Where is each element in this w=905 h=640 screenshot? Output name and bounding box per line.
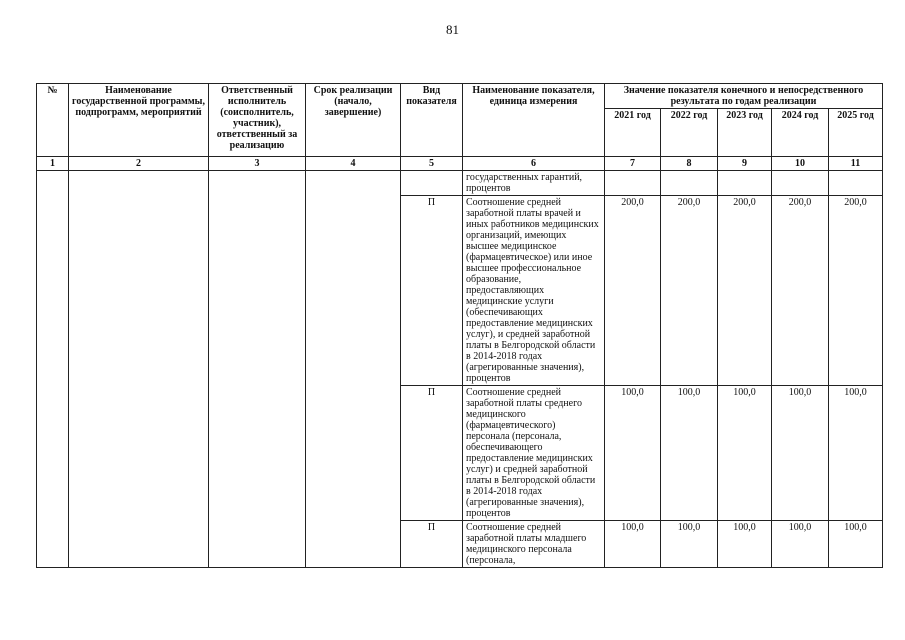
column-number: 9	[718, 157, 772, 171]
cell-indicator: Соотношение средней заработной платы врачей и иных работников медицинских организаций, имеющих высшее медицинское (фармацевтическое) или иное высшее профессиональное образование, предоставляющих медицинские услуги (обеспечивающих предоставление медицинских услуг), и средней заработной платы в Белгородской области в 2014-2018 годах (агрегированные значения), процентов	[463, 196, 605, 386]
indicators-table	[36, 83, 883, 568]
cell-responsible	[209, 171, 306, 568]
cell-name	[69, 171, 209, 568]
header-year: 2025 год	[829, 109, 883, 157]
cell-kind: П	[401, 521, 463, 568]
cell-value: 200,0	[772, 196, 829, 386]
cell-kind: П	[401, 196, 463, 386]
column-number: 10	[772, 157, 829, 171]
cell-value: 100,0	[772, 521, 829, 568]
header-year: 2021 год	[605, 109, 661, 157]
cell-value: 100,0	[605, 386, 661, 521]
cell-no	[37, 171, 69, 568]
cell-value	[772, 171, 829, 196]
cell-kind: П	[401, 386, 463, 521]
cell-indicator: Соотношение средней заработной платы младшего медицинского персонала (персонала,	[463, 521, 605, 568]
cell-value: 100,0	[661, 386, 718, 521]
cell-kind	[401, 171, 463, 196]
header-kind: Вид показателя	[401, 84, 463, 157]
cell-value: 200,0	[718, 196, 772, 386]
header-row	[37, 84, 883, 109]
column-number: 6	[463, 157, 605, 171]
cell-term	[306, 171, 401, 568]
header-term: Срок реализации (начало, завершение)	[306, 84, 401, 157]
cell-value	[661, 171, 718, 196]
column-number: 4	[306, 157, 401, 171]
cell-value: 100,0	[718, 521, 772, 568]
column-number: 5	[401, 157, 463, 171]
cell-value: 100,0	[772, 386, 829, 521]
column-number: 2	[69, 157, 209, 171]
header-year: 2023 год	[718, 109, 772, 157]
cell-value	[605, 171, 661, 196]
cell-value: 100,0	[829, 386, 883, 521]
table-row	[37, 171, 883, 196]
cell-value: 100,0	[605, 521, 661, 568]
column-number: 1	[37, 157, 69, 171]
cell-value: 100,0	[661, 521, 718, 568]
cell-value	[718, 171, 772, 196]
cell-value: 200,0	[829, 196, 883, 386]
page-number: 81	[446, 22, 459, 37]
column-number: 8	[661, 157, 718, 171]
header-indicator: Наименование показателя, единица измерения	[463, 84, 605, 157]
column-number: 11	[829, 157, 883, 171]
cell-indicator: государственных гарантий, процентов	[463, 171, 605, 196]
cell-value: 100,0	[829, 521, 883, 568]
cell-value: 200,0	[605, 196, 661, 386]
header-responsible: Ответственный исполнитель (соисполнитель, участник), ответственный за реализацию	[209, 84, 306, 157]
header-name: Наименование государственной программы, подпрограмм, мероприятий	[69, 84, 209, 157]
header-year: 2022 год	[661, 109, 718, 157]
column-number: 7	[605, 157, 661, 171]
cell-value	[829, 171, 883, 196]
column-number: 3	[209, 157, 306, 171]
header-values: Значение показателя конечного и непосредственного результата по годам реализации	[605, 84, 883, 109]
cell-indicator: Соотношение средней заработной платы среднего медицинского (фармацевтического) персонала (персонала, обеспечивающего предоставление медицинских услуг) и средней заработной платы в Белгородской области в 2014-2018 годах (агрегированные значения), процентов	[463, 386, 605, 521]
column-numbers-row	[37, 157, 883, 171]
header-year: 2024 год	[772, 109, 829, 157]
cell-value: 100,0	[718, 386, 772, 521]
header-no: №	[37, 84, 69, 157]
cell-value: 200,0	[661, 196, 718, 386]
